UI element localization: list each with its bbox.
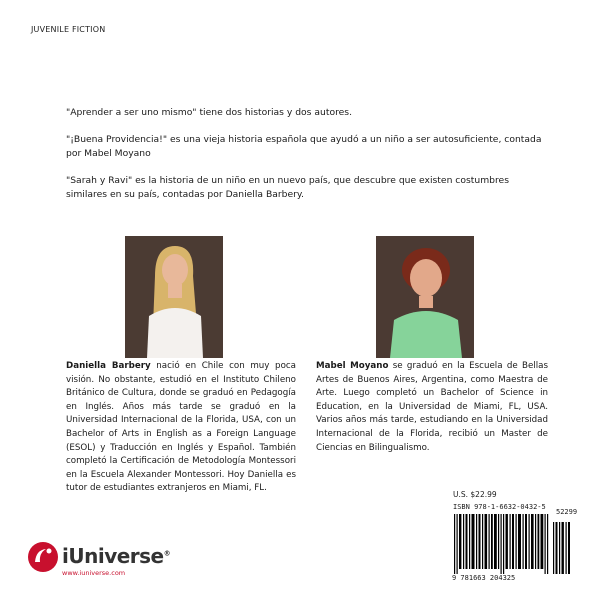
publisher-name: iUniverse®: [62, 544, 171, 568]
bio-daniella: [66, 360, 296, 496]
author-photo-mabel: [376, 236, 474, 358]
bio-mabel: [316, 360, 548, 455]
intro-text: [66, 106, 546, 215]
publisher-logo: [26, 540, 176, 580]
author-photo-daniella: [125, 236, 223, 358]
isbn-label: ISBN 978-1-6632-0432-5: [453, 503, 546, 511]
price-label: U.S. $22.99: [453, 490, 497, 499]
bio-text-daniella: nació en Chile con muy poca visión. No obstante, estudió en el Instituto Chileno Británico de Cultura, donde se graduó en Pedagogía en Inglés. Años más tarde se graduó en la Universidad Internacional de la Florida, USA, con un Bachelor of Arts in English as a Foreign Language (ESOL) y Traducción en Inglés y Español. También completó la Certificación de Metodología Montessori en la Escuela Alexander Montessori. Hoy Daniella es tutor de estudiantes extranjeros en Miami, FL.: [66, 361, 296, 494]
iuniverse-swirl-icon: [26, 540, 60, 574]
intro-paragraph-3: "Sarah y Ravi" es la historia de un niño en un nuevo país, que descubre que existen costumbres similares en su país, contadas por Daniella Barbery.: [66, 175, 509, 200]
book-category: JUVENILE FICTION: [31, 25, 106, 34]
barcode-number: 9 781663 204325: [452, 574, 516, 582]
publisher-url: www.iuniverse.com: [62, 569, 126, 577]
barcode-area: [448, 488, 576, 588]
barcode-bars: [452, 514, 572, 574]
author-name-mabel: Mabel Moyano: [316, 361, 389, 371]
barcode-addon: 52299: [556, 508, 578, 516]
intro-paragraph-1: "Aprender a ser uno mismo" tiene dos historias y dos autores.: [66, 107, 353, 118]
bio-text-mabel: se graduó en la Escuela de Bellas Artes de Buenos Aires, Argentina, como Maestra de Arte. Luego completó un Bachelor of Science in Education, en la Universidad de Miami, FL, USA. Varios años más tarde, estudiando en la Universidad Internacional de la Florida, recibió un Master de Ciencias en Bilingualismo.: [316, 361, 548, 453]
author-name-daniella: Daniella Barbery: [66, 361, 151, 371]
intro-paragraph-2: "¡Buena Providencia!" es una vieja historia española que ayudó a un niño a ser autosuficiente, contada por Mabel Moyano: [66, 134, 542, 159]
